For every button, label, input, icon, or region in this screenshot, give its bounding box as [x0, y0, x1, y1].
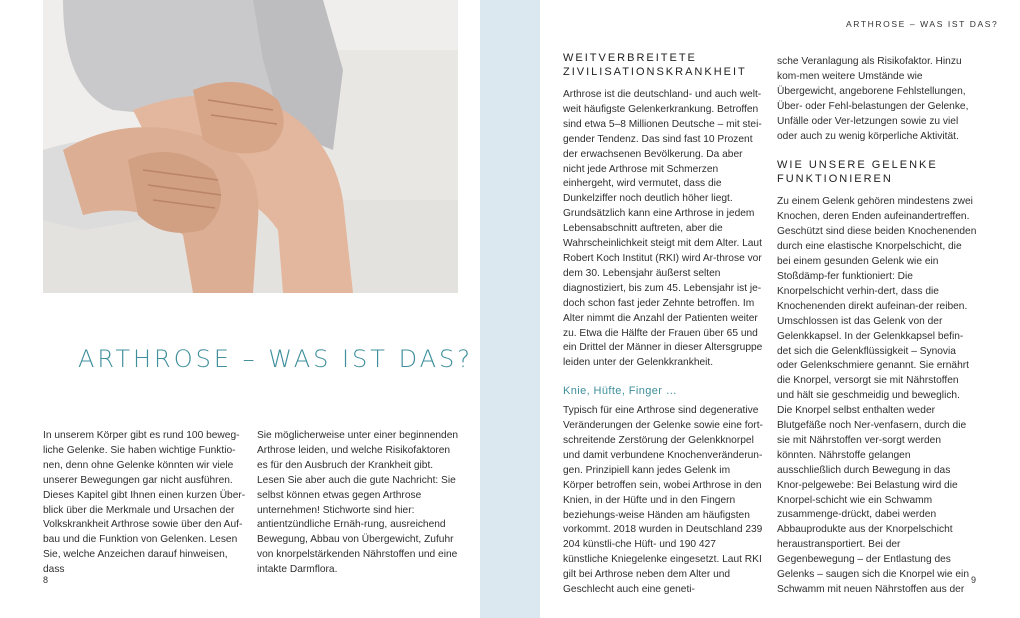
section-heading-2-line-2: FUNKTIONIEREN	[777, 173, 893, 186]
paragraph-degeneration: Typisch für eine Arthrose sind degenerative Veränderungen der Gelenke sowie eine fort-schreitende Zerstörung der Gelenkknorpel und damit verbundene Knochenveränderun-gen. Prinzipiell kann jedes Gelenk im Körper betroffen sein, wobei Arthrose in den Knien, in der Hüfte und in den Fingern beziehungs-weise Händen am häufigsten vorkommt. 2018 wurden in Deutschland 239 204 künstli-che Hüft- und 190 427 künstliche Kniegelenke eingesetzt. Laut RKI gilt bei Arthrose neben dem Alter und Geschlecht auch eine geneti-	[563, 405, 763, 596]
section-heading-2-line-1: WIE UNSERE GELENKE	[777, 159, 938, 172]
intro-text-1: In unserem Körper gibt es rund 100 beweg-liche Gelenke. Sie haben wichtige Funktio-nen, denn ohne Gelenke könnten wir viele unserer Bewegungen gar nicht ausführen. Dieses Kapitel gibt Ihnen einen kurzen Über-blick über die Merkmale und Ursachen der Volkskrankheit Arthrose sowie über den Auf-bau und die Funktion von Gelenken. Lesen Sie, welche Anzeichen darauf hinweisen, dass	[43, 430, 246, 576]
section-heading-1-line-2: ZIVILISATIONSKRANKHEIT	[563, 66, 747, 78]
right-column-2	[777, 55, 977, 598]
chapter-title: ARTHROSE – WAS IST DAS?	[78, 345, 474, 373]
section-heading-1	[563, 51, 763, 79]
paragraph-joint-function: Zu einem Gelenk gehören mindestens zwei Knochen, deren Enden aufeinandertreffen. Geschützt sind diese beiden Knochenenden durch eine elastische Knorpelschicht, die bei einem gesunden Gelenk wie ein Stoßdämp-fer funktioniert: Die Knorpelschicht verhin-dert, dass die Knochenenden direkt aufeinan-der reiben. Umschlossen ist das Gelenk von der Gelenkkapsel. In der Gelenkkapsel befin-det sich die Gelenkflüssigkeit – Synovia oder Gelenkschmiere genannt. Sie ernährt die Knorpel, versorgt sie mit Nährstoffen und hält sie geschmeidig und beweglich. Die Knorpel selbst enthalten weder Blutgefäße noch Ner-venfasern, durch die sie mit Nährstoffen ver-sorgt werden könnten. Nährstoffe gelangen ausschließlich durch Bewegung in das Knor-pelgewebe: Bei Belastung wird die Knorpel-schicht wie ein Schwamm zusammenge-drückt, dabei werden Abbauprodukte aus der Knorpelschicht heraustransportiert. Bei der Gegenbewegung – der Entlastung des Gelenks – saugen sich die Knorpel wie ein Schwamm mit neuen Nährstoffen aus der	[777, 196, 977, 595]
section-heading-1-line-1: WEITVERBREITETE	[563, 52, 697, 64]
section-heading-2	[777, 158, 977, 186]
intro-text-2: Sie möglicherweise unter einer beginnenden Arthrose leiden, und welche Risikofaktoren es für den Ausbruch der Krankheit gibt. Lesen Sie aber auch die gute Nachricht: Sie selbst können etwas gegen Arthrose unternehmen! Stichworte sind hier: antientzündliche Ernäh-rung, ausreichend Bewegung, Abbau von Übergewicht, Zufuhr von knorpelstärkenden Nährstoffen und eine intakte Darmflora.	[257, 430, 459, 576]
running-head: ARTHROSE – WAS IST DAS?	[846, 19, 999, 29]
paragraph-prevalence: Arthrose ist die deutschland- und auch welt-weit häufigste Gelenkerkrankung. Betroffen sind etwa 5–8 Millionen Deutsche – mit stei-gender Tendenz. Das sind fast 10 Prozent der erwachsenen Bevölkerung. Da aber nicht jede Arthrose mit Schmerzen einhergeht, wird vermutet, dass die Dunkelziffer noch deutlich höher liegt. Grundsätzlich kann eine Arthrose in jedem Lebensabschnitt auftreten, aber die Wahrscheinlichkeit steigt mit dem Alter. Laut Robert Koch Institut (RKI) wird Ar-throse vor dem 30. Lebensjahr äußerst selten diagnostiziert, bis zum 45. Lebensjahr ist je-doch schon fast jeder Zehnte betroffen. Im Alter nimmt die Anzahl der Patienten weiter zu. Etwa die Hälfte der Frauen über 65 und ein Drittel der Männer in dieser Altersgruppe leiden unter der Gelenkkrankheit.	[563, 89, 763, 369]
right-column-1	[563, 51, 763, 598]
page-number-left: 8	[43, 575, 49, 585]
page-number-right: 9	[971, 575, 977, 585]
subheading-joints: Knie, Hüfte, Finger …	[563, 385, 678, 398]
paragraph-risk-factors: sche Veranlagung als Risikofaktor. Hinzu kom-men weitere Umstände wie Übergewicht, angeborene Fehlstellungen, Über- oder Fehl-belastungen der Gelenke, Unfälle oder Ver-letzungen sowie zu viel oder auch zu wenig körperliche Aktivität.	[777, 56, 969, 142]
